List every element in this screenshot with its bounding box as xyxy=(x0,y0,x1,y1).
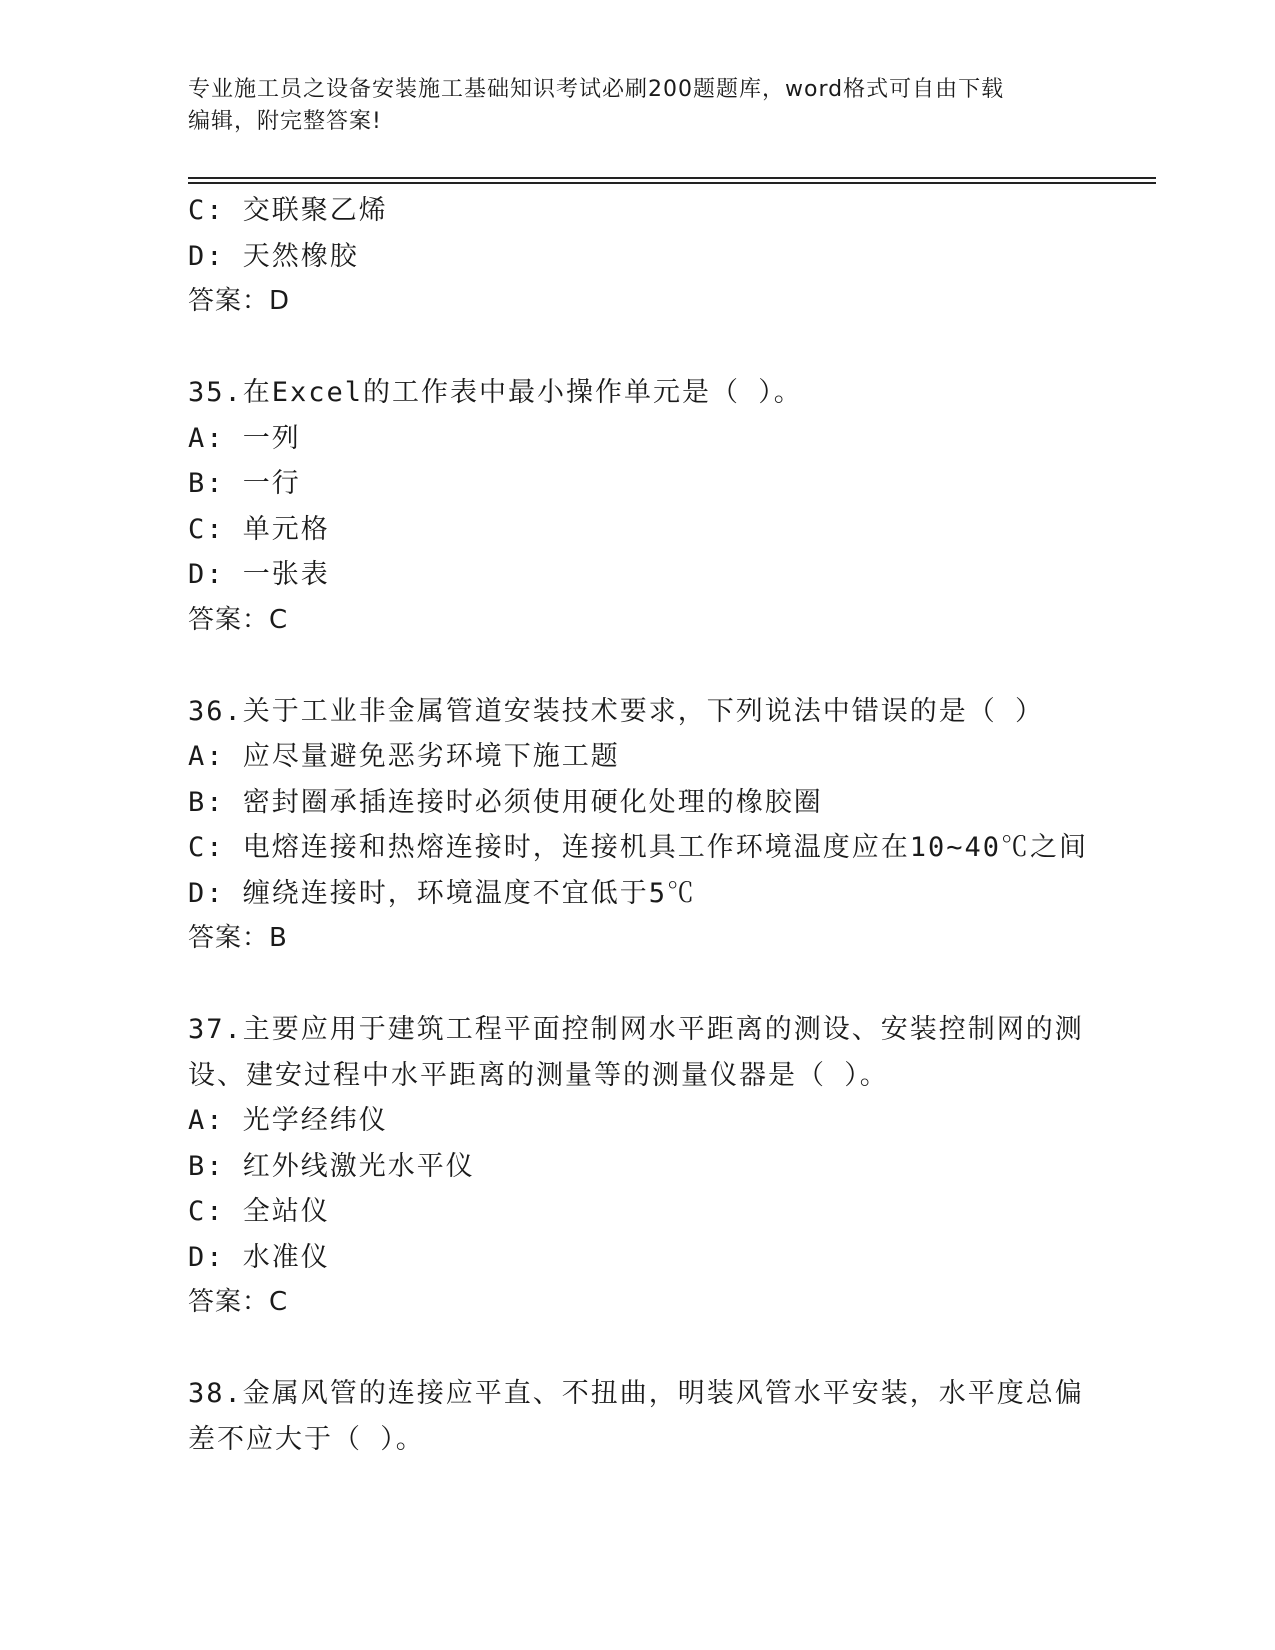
answer-line: 答案：D xyxy=(188,286,291,316)
spacer xyxy=(188,643,1088,689)
option-a: A: 光学经纬仪 xyxy=(188,1105,388,1136)
option-a: A: 应尽量避免恶劣环境下施工题 xyxy=(188,741,620,772)
question-stem-line-2: 设、建安过程中水平距离的测量等的测量仪器是（ ）。 xyxy=(188,1059,889,1091)
option-a: A: 一列 xyxy=(188,422,301,454)
document-header xyxy=(188,74,1088,138)
spacer xyxy=(188,1326,1088,1372)
question-36 xyxy=(188,689,1088,962)
answer-line: 答案：C xyxy=(188,604,289,635)
option-b: B: 密封圈承插连接时必须使用硬化处理的橡胶圈 xyxy=(188,786,823,818)
option-b: B: 红外线激光水平仪 xyxy=(188,1150,475,1182)
question-34-continued xyxy=(188,188,1088,325)
header-divider-top xyxy=(188,177,1156,179)
option-d: D: 缠绕连接时，环境温度不宜低于5℃ xyxy=(188,877,697,909)
question-37 xyxy=(188,1007,1088,1326)
option-d: D: 天然橡胶 xyxy=(188,240,359,272)
header-divider-bottom xyxy=(188,182,1156,184)
option-d: D: 水准仪 xyxy=(188,1241,330,1273)
answer-line: 答案：B xyxy=(188,923,288,953)
question-stem: 36.关于工业非金属管道安装技术要求，下列说法中错误的是（ ） xyxy=(188,695,1045,727)
option-b: B: 一行 xyxy=(188,468,301,499)
option-c: C: 电熔连接和热熔连接时，连接机具工作环境温度应在10~40℃之间 xyxy=(188,832,1089,863)
option-c: C: 单元格 xyxy=(188,513,330,545)
header-title-line-2: 编辑，附完整答案! xyxy=(188,109,382,134)
question-38 xyxy=(188,1371,1088,1462)
header-title-line-1: 专业施工员之设备安装施工基础知识考试必刷200题题库，word格式可自由下载 xyxy=(188,77,1005,102)
option-c: C: 全站仪 xyxy=(188,1196,330,1227)
answer-line: 答案：C xyxy=(188,1287,289,1317)
spacer xyxy=(188,962,1088,1008)
question-35 xyxy=(188,370,1088,643)
option-c: C: 交联聚乙烯 xyxy=(188,195,388,226)
question-stem-line-2: 差不应大于（ ）。 xyxy=(188,1423,425,1455)
question-stem: 35.在Excel的工作表中最小操作单元是（ ）。 xyxy=(188,377,803,408)
spacer xyxy=(188,325,1088,371)
question-stem-line-1: 37.主要应用于建筑工程平面控制网水平距离的测设、安装控制网的测 xyxy=(188,1014,1084,1045)
option-d: D: 一张表 xyxy=(188,559,330,590)
question-list xyxy=(188,188,1088,1462)
question-stem-line-1: 38.金属风管的连接应平直、不扭曲，明装风管水平安装，水平度总偏 xyxy=(188,1378,1084,1409)
